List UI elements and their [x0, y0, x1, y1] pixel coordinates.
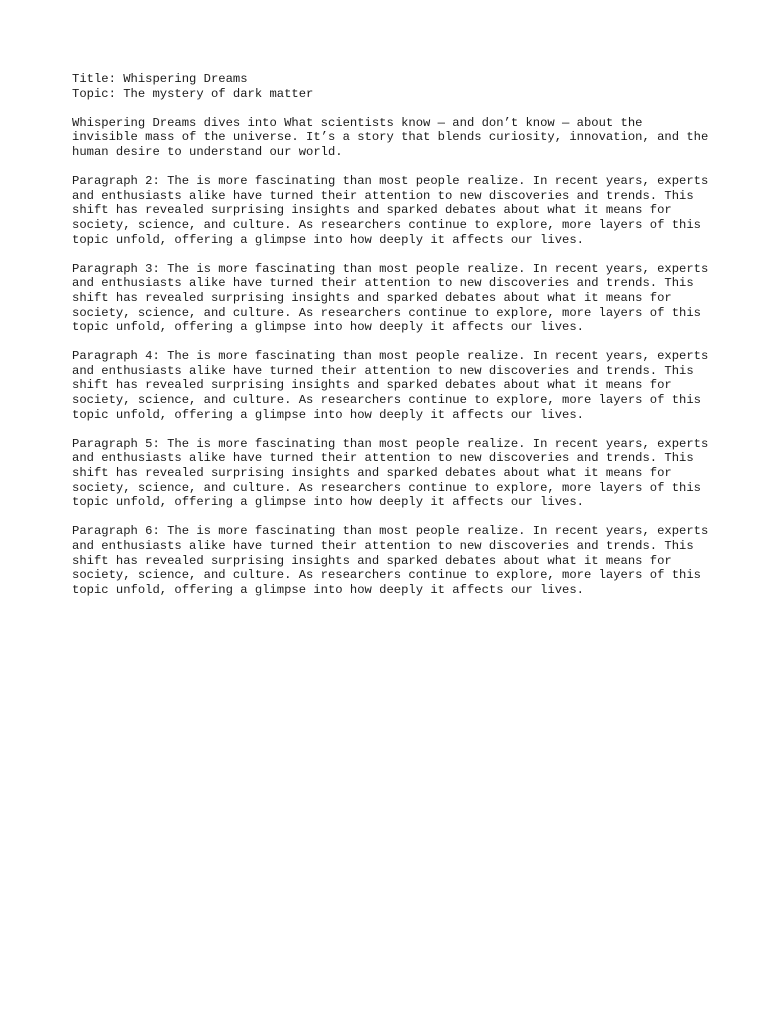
paragraph-5: Paragraph 5: The is more fascinating than most people realize. In recent years, experts and enthusiasts alike have turned their attention to new discoveries and trends. This shift has revealed surprising insights and sparked debates about what it means for society, science, and culture. As researchers continue to explore, more layers of this topic unfold, offering a glimpse into how deeply it affects our lives. [72, 436, 709, 510]
document-topic: Topic: The mystery of dark matter [72, 86, 314, 101]
paragraph-4: Paragraph 4: The is more fascinating than most people realize. In recent years, experts and enthusiasts alike have turned their attention to new discoveries and trends. This shift has revealed surprising insights and sparked debates about what it means for society, science, and culture. As researchers continue to explore, more layers of this topic unfold, offering a glimpse into how deeply it affects our lives. [72, 349, 709, 422]
paragraph-3: Paragraph 3: The is more fascinating than most people realize. In recent years, experts and enthusiasts alike have turned their attention to new discoveries and trends. This shift has revealed surprising insights and sparked debates about what it means for society, science, and culture. As researchers continue to explore, more layers of this topic unfold, offering a glimpse into how deeply it affects our lives. [72, 261, 709, 335]
intro-paragraph: Whispering Dreams dives into What scientists know — and don’t know — about the invisible mass of the universe. It’s a story that blends curiosity, innovation, and the human desire to understand our world. [72, 115, 709, 159]
document-title: Title: Whispering Dreams [72, 72, 248, 86]
document-page [72, 72, 712, 597]
paragraph-2: Paragraph 2: The is more fascinating than most people realize. In recent years, experts and enthusiasts alike have turned their attention to new discoveries and trends. This shift has revealed surprising insights and sparked debates about what it means for society, science, and culture. As researchers continue to explore, more layers of this topic unfold, offering a glimpse into how deeply it affects our lives. [72, 174, 709, 247]
paragraph-6: Paragraph 6: The is more fascinating than most people realize. In recent years, experts and enthusiasts alike have turned their attention to new discoveries and trends. This shift has revealed surprising insights and sparked debates about what it means for society, science, and culture. As researchers continue to explore, more layers of this topic unfold, offering a glimpse into how deeply it affects our lives. [72, 524, 709, 597]
